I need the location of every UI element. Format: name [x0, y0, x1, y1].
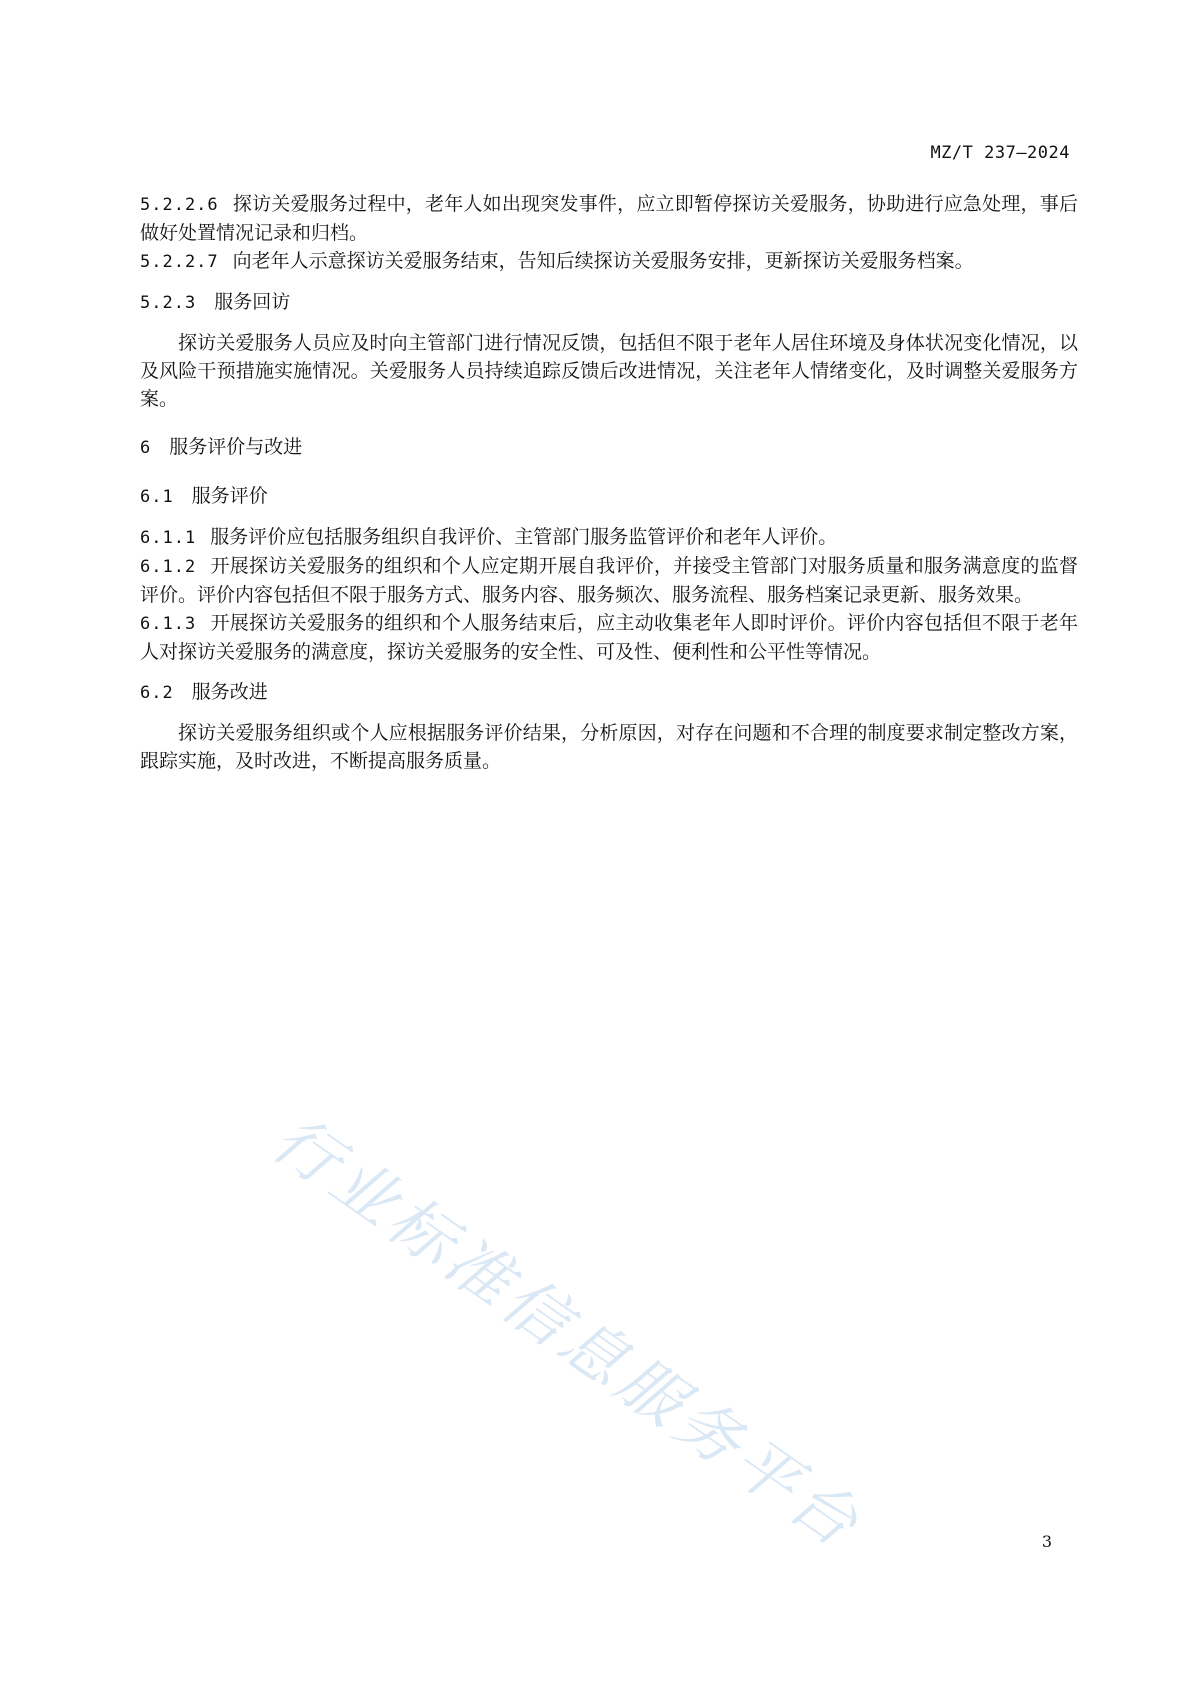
heading-5-2-3	[140, 288, 1078, 317]
heading-number: 6	[140, 438, 152, 458]
clause-text: 服务评价应包括服务组织自我评价、主管部门服务监管评价和老年人评价。	[210, 526, 838, 548]
clause-number: 6.1.2	[140, 557, 197, 577]
heading-title: 服务评价	[191, 485, 268, 507]
clause-text: 向老年人示意探访关爱服务结束，告知后续探访关爱服务安排，更新探访关爱服务档案。	[232, 250, 974, 272]
heading-6-1	[140, 482, 1078, 511]
page-number: 3	[1041, 1532, 1052, 1551]
clause-text: 开展探访关爱服务的组织和个人服务结束后，应主动收集老年人即时评价。评价内容包括但不限于老年人对探访关爱服务的满意度，探访关爱服务的安全性、可及性、便利性和公平性等情况。	[140, 612, 1078, 663]
heading-number: 6.1	[140, 487, 174, 507]
clause-5-2-2-6	[140, 190, 1078, 247]
clause-number: 6.1.3	[140, 614, 197, 634]
clause-number: 5.2.2.7	[140, 252, 219, 272]
clause-text: 探访关爱服务过程中，老年人如出现突发事件，应立即暂停探访关爱服务，协助进行应急处理，事后做好处置情况记录和归档。	[140, 193, 1078, 244]
clause-text: 开展探访关爱服务的组织和个人应定期开展自我评价，并接受主管部门对服务质量和服务满意度的监督评价。评价内容包括但不限于服务方式、服务内容、服务频次、服务流程、服务档案记录更新、服务效果。	[140, 555, 1078, 606]
heading-6	[140, 433, 1078, 462]
heading-title: 服务回访	[214, 291, 291, 313]
clause-number: 5.2.2.6	[140, 195, 219, 215]
paragraph-6-2: 探访关爱服务组织或个人应根据服务评价结果，分析原因，对存在问题和不合理的制度要求制定整改方案，跟踪实施，及时改进，不断提高服务质量。	[140, 722, 1078, 772]
paragraph-5-2-3: 探访关爱服务人员应及时向主管部门进行情况反馈，包括但不限于老年人居住环境及身体状况变化情况，以及风险干预措施实施情况。关爱服务人员持续追踪反馈后改进情况，关注老年人情绪变化，及时调整关爱服务方案。	[140, 332, 1078, 410]
watermark: 行业标准信息服务平台	[258, 1102, 875, 1565]
standard-code: MZ/T 237—2024	[930, 143, 1070, 163]
heading-number: 6.2	[140, 683, 174, 703]
clause-6-1-2	[140, 552, 1078, 609]
clause-5-2-2-7	[140, 247, 1078, 276]
clause-number: 6.1.1	[140, 528, 197, 548]
clause-6-1-1	[140, 523, 1078, 552]
heading-title: 服务评价与改进	[169, 436, 303, 458]
heading-number: 5.2.3	[140, 293, 197, 313]
heading-title: 服务改进	[191, 681, 268, 703]
document-body	[140, 190, 1078, 775]
clause-6-1-3	[140, 609, 1078, 666]
heading-6-2	[140, 678, 1078, 707]
